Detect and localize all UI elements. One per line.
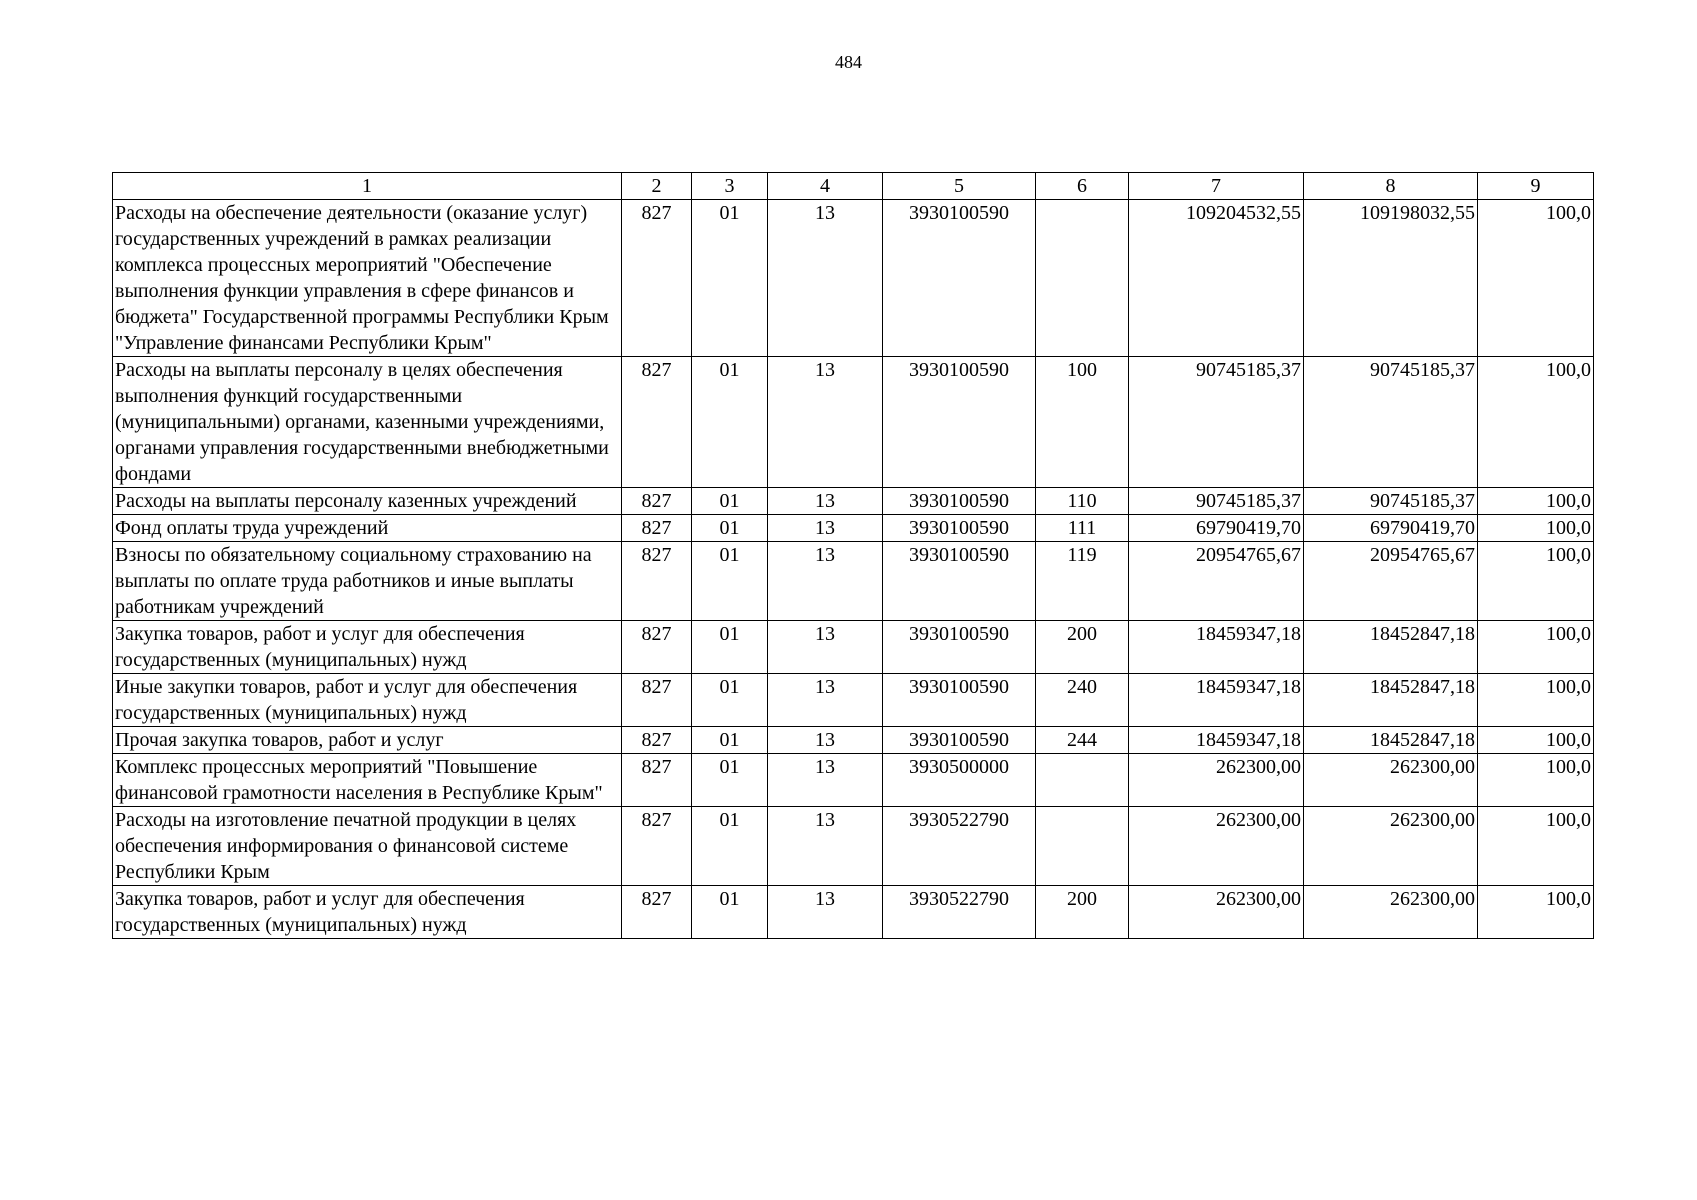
section-code-cell: 01 <box>692 200 768 357</box>
target-article-cell: 3930100590 <box>883 200 1036 357</box>
subsection-code-cell: 13 <box>768 621 883 674</box>
table-row <box>113 807 1594 886</box>
amount-col7-cell: 18459347,18 <box>1129 727 1304 754</box>
target-article-cell: 3930522790 <box>883 886 1036 939</box>
expense-name-cell: Расходы на обеспечение деятельности (оказание услуг) государственных учреждений в рамках реализации комплекса процессных мероприятий "Обеспечение выполнения функции управления в сфере финансов и бюджета" Государственной программы Республики Крым "Управление финансами Республики Крым" <box>113 200 622 357</box>
amount-col7-cell: 90745185,37 <box>1129 488 1304 515</box>
expense-type-cell: 200 <box>1036 886 1129 939</box>
expense-type-cell: 111 <box>1036 515 1129 542</box>
amount-col7-cell: 20954765,67 <box>1129 542 1304 621</box>
table-row <box>113 886 1594 939</box>
subsection-code-cell: 13 <box>768 754 883 807</box>
amount-col8-cell: 18452847,18 <box>1304 727 1478 754</box>
ministry-code-cell: 827 <box>622 200 692 357</box>
subsection-code-cell: 13 <box>768 807 883 886</box>
column-header: 4 <box>768 173 883 200</box>
percent-cell: 100,0 <box>1478 727 1594 754</box>
amount-col7-cell: 18459347,18 <box>1129 621 1304 674</box>
section-code-cell: 01 <box>692 674 768 727</box>
ministry-code-cell: 827 <box>622 886 692 939</box>
amount-col7-cell: 18459347,18 <box>1129 674 1304 727</box>
table-row <box>113 727 1594 754</box>
expense-name-cell: Фонд оплаты труда учреждений <box>113 515 622 542</box>
expense-name-cell: Иные закупки товаров, работ и услуг для обеспечения государственных (муниципальных) нужд <box>113 674 622 727</box>
ministry-code-cell: 827 <box>622 515 692 542</box>
target-article-cell: 3930100590 <box>883 674 1036 727</box>
table-row <box>113 621 1594 674</box>
table-row <box>113 542 1594 621</box>
ministry-code-cell: 827 <box>622 674 692 727</box>
expense-type-cell: 240 <box>1036 674 1129 727</box>
percent-cell: 100,0 <box>1478 542 1594 621</box>
percent-cell: 100,0 <box>1478 488 1594 515</box>
subsection-code-cell: 13 <box>768 542 883 621</box>
amount-col7-cell: 90745185,37 <box>1129 357 1304 488</box>
target-article-cell: 3930100590 <box>883 542 1036 621</box>
expense-type-cell: 100 <box>1036 357 1129 488</box>
subsection-code-cell: 13 <box>768 515 883 542</box>
amount-col7-cell: 262300,00 <box>1129 754 1304 807</box>
amount-col8-cell: 90745185,37 <box>1304 488 1478 515</box>
table-row <box>113 754 1594 807</box>
ministry-code-cell: 827 <box>622 488 692 515</box>
expense-type-cell <box>1036 807 1129 886</box>
expense-name-cell: Закупка товаров, работ и услуг для обеспечения государственных (муниципальных) нужд <box>113 621 622 674</box>
expense-name-cell: Комплекс процессных мероприятий "Повышение финансовой грамотности населения в Республике Крым" <box>113 754 622 807</box>
ministry-code-cell: 827 <box>622 754 692 807</box>
column-header: 3 <box>692 173 768 200</box>
ministry-code-cell: 827 <box>622 727 692 754</box>
column-header: 5 <box>883 173 1036 200</box>
expense-type-cell: 110 <box>1036 488 1129 515</box>
amount-col8-cell: 18452847,18 <box>1304 621 1478 674</box>
percent-cell: 100,0 <box>1478 515 1594 542</box>
expense-name-cell: Прочая закупка товаров, работ и услуг <box>113 727 622 754</box>
amount-col7-cell: 262300,00 <box>1129 807 1304 886</box>
page-number: 484 <box>835 52 862 72</box>
amount-col8-cell: 20954765,67 <box>1304 542 1478 621</box>
amount-col7-cell: 69790419,70 <box>1129 515 1304 542</box>
section-code-cell: 01 <box>692 357 768 488</box>
amount-col8-cell: 90745185,37 <box>1304 357 1478 488</box>
subsection-code-cell: 13 <box>768 886 883 939</box>
expense-type-cell: 244 <box>1036 727 1129 754</box>
subsection-code-cell: 13 <box>768 727 883 754</box>
header-row <box>113 173 1594 200</box>
target-article-cell: 3930522790 <box>883 807 1036 886</box>
column-header: 2 <box>622 173 692 200</box>
ministry-code-cell: 827 <box>622 542 692 621</box>
section-code-cell: 01 <box>692 488 768 515</box>
percent-cell: 100,0 <box>1478 754 1594 807</box>
amount-col8-cell: 262300,00 <box>1304 807 1478 886</box>
table-row <box>113 488 1594 515</box>
amount-col8-cell: 18452847,18 <box>1304 674 1478 727</box>
subsection-code-cell: 13 <box>768 200 883 357</box>
section-code-cell: 01 <box>692 621 768 674</box>
target-article-cell: 3930100590 <box>883 727 1036 754</box>
table-row <box>113 674 1594 727</box>
expense-name-cell: Расходы на выплаты персоналу казенных учреждений <box>113 488 622 515</box>
column-header: 6 <box>1036 173 1129 200</box>
amount-col7-cell: 262300,00 <box>1129 886 1304 939</box>
section-code-cell: 01 <box>692 515 768 542</box>
ministry-code-cell: 827 <box>622 621 692 674</box>
percent-cell: 100,0 <box>1478 807 1594 886</box>
target-article-cell: 3930500000 <box>883 754 1036 807</box>
target-article-cell: 3930100590 <box>883 357 1036 488</box>
amount-col8-cell: 262300,00 <box>1304 886 1478 939</box>
amount-col8-cell: 69790419,70 <box>1304 515 1478 542</box>
expense-name-cell: Взносы по обязательному социальному страхованию на выплаты по оплате труда работников и иные выплаты работникам учреждений <box>113 542 622 621</box>
expense-type-cell <box>1036 200 1129 357</box>
subsection-code-cell: 13 <box>768 357 883 488</box>
amount-col8-cell: 109198032,55 <box>1304 200 1478 357</box>
target-article-cell: 3930100590 <box>883 621 1036 674</box>
table-row <box>113 200 1594 357</box>
subsection-code-cell: 13 <box>768 488 883 515</box>
table-row <box>113 515 1594 542</box>
section-code-cell: 01 <box>692 807 768 886</box>
percent-cell: 100,0 <box>1478 674 1594 727</box>
expense-type-cell: 200 <box>1036 621 1129 674</box>
percent-cell: 100,0 <box>1478 357 1594 488</box>
budget-table <box>112 172 1594 939</box>
section-code-cell: 01 <box>692 886 768 939</box>
table-row <box>113 357 1594 488</box>
percent-cell: 100,0 <box>1478 200 1594 357</box>
percent-cell: 100,0 <box>1478 621 1594 674</box>
expense-name-cell: Расходы на выплаты персоналу в целях обеспечения выполнения функций государственными (муниципальными) органами, казенными учреждениями, органами управления государственными внебюджетными фондами <box>113 357 622 488</box>
amount-col8-cell: 262300,00 <box>1304 754 1478 807</box>
target-article-cell: 3930100590 <box>883 488 1036 515</box>
expense-type-cell <box>1036 754 1129 807</box>
target-article-cell: 3930100590 <box>883 515 1036 542</box>
amount-col7-cell: 109204532,55 <box>1129 200 1304 357</box>
section-code-cell: 01 <box>692 542 768 621</box>
column-header: 1 <box>113 173 622 200</box>
percent-cell: 100,0 <box>1478 886 1594 939</box>
column-header: 9 <box>1478 173 1594 200</box>
section-code-cell: 01 <box>692 727 768 754</box>
expense-type-cell: 119 <box>1036 542 1129 621</box>
expense-name-cell: Расходы на изготовление печатной продукции в целях обеспечения информирования о финансовой системе Республики Крым <box>113 807 622 886</box>
column-header: 8 <box>1304 173 1478 200</box>
expense-name-cell: Закупка товаров, работ и услуг для обеспечения государственных (муниципальных) нужд <box>113 886 622 939</box>
column-header: 7 <box>1129 173 1304 200</box>
ministry-code-cell: 827 <box>622 357 692 488</box>
section-code-cell: 01 <box>692 754 768 807</box>
ministry-code-cell: 827 <box>622 807 692 886</box>
subsection-code-cell: 13 <box>768 674 883 727</box>
